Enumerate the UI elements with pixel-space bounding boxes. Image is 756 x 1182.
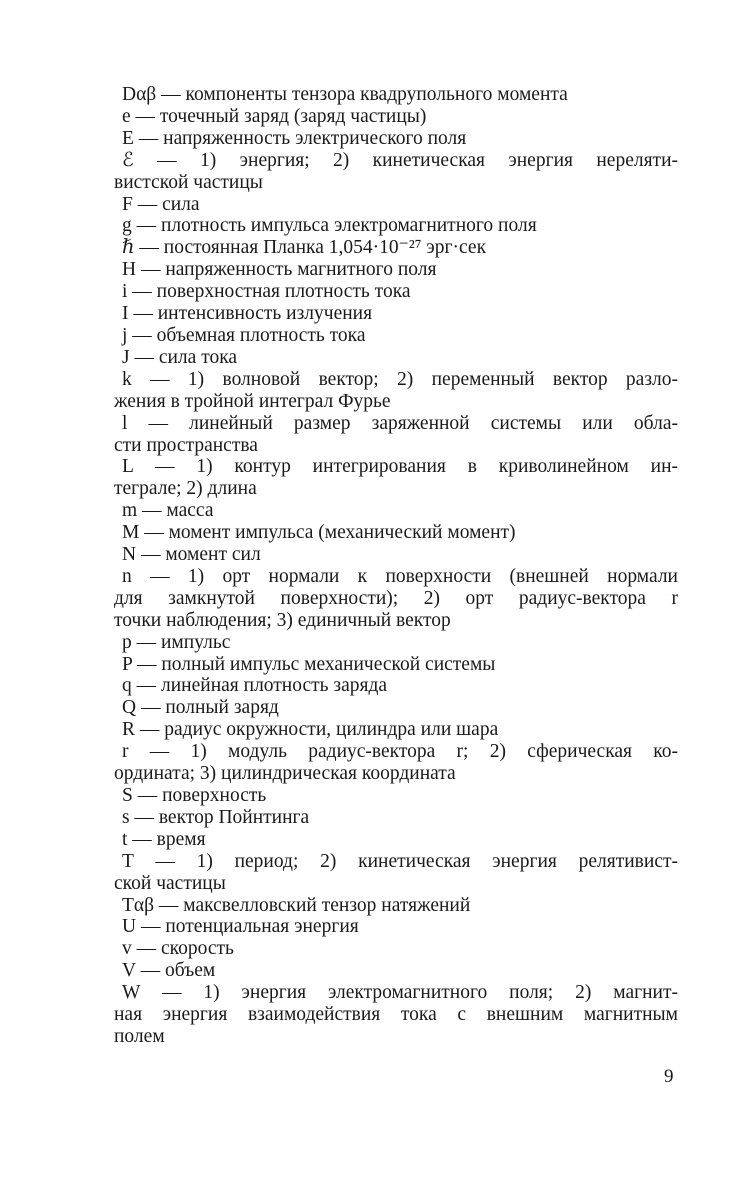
entry-line: ордината; 3) цилиндрическая координата xyxy=(114,763,456,785)
entry-line: F — сила xyxy=(122,193,200,215)
notation-entry xyxy=(118,632,678,654)
notation-entry xyxy=(118,194,678,216)
entry-line: k — 1) волновой вектор; 2) переменный вектор разло- xyxy=(122,368,678,390)
entry-line: q — линейная плотность заряда xyxy=(122,675,388,697)
notation-entry xyxy=(118,522,678,544)
notation-entry xyxy=(118,325,678,347)
notation-entry xyxy=(118,347,678,369)
notation-entry xyxy=(118,895,678,917)
notation-entry xyxy=(114,982,678,1048)
entry-line: v — скорость xyxy=(122,938,234,960)
entry-line: E — напряженность электрического поля xyxy=(122,127,467,149)
entry-line: полем xyxy=(114,1025,165,1047)
entry-line: Q — полный заряд xyxy=(122,697,279,719)
notation-entry xyxy=(118,106,678,128)
entry-line: сти пространства xyxy=(114,434,258,456)
notation-entry xyxy=(114,565,678,632)
notation-entry xyxy=(118,303,678,325)
entry-line: T — 1) период; 2) кинетическая энергия релятивист- xyxy=(122,850,678,872)
entry-line: N — момент сил xyxy=(122,544,261,566)
entry-line: R — радиус окружности, цилиндра или шара xyxy=(122,719,499,741)
entry-line: ℰ — 1) энергия; 2) кинетическая энергия нереляти- xyxy=(122,149,678,171)
notation-entry xyxy=(118,544,678,566)
notation-entry xyxy=(114,149,678,194)
entry-line: вистской частицы xyxy=(114,171,263,193)
entry-line: s — вектор Пойнтинга xyxy=(122,806,310,828)
notation-entry xyxy=(118,128,678,150)
entry-line: V — объем xyxy=(122,960,216,982)
entry-line: e — точечный заряд (заряд частицы) xyxy=(122,105,427,127)
notation-entry xyxy=(114,850,678,895)
entry-line: для замкнутой поверхности); 2) орт радиус-вектора r xyxy=(114,587,678,609)
entry-line: t — время xyxy=(122,828,206,850)
notation-entry xyxy=(114,412,678,457)
notation-entry xyxy=(118,500,678,522)
notation-entry xyxy=(118,938,678,960)
entry-line: Dαβ — компоненты тензора квадрупольного момента xyxy=(122,84,568,105)
entry-line: ная энергия взаимодействия тока с внешним магнитным xyxy=(114,1004,678,1026)
entry-line: j — объемная плотность тока xyxy=(122,324,366,346)
notation-entry xyxy=(118,675,678,697)
notation-entry xyxy=(118,697,678,719)
notation-entry xyxy=(118,281,678,303)
entry-line: ской частицы xyxy=(114,872,226,894)
page-number: 9 xyxy=(664,1066,674,1087)
notation-entry xyxy=(114,741,678,785)
notation-entry xyxy=(118,807,678,829)
entry-line: r — 1) модуль радиус-вектора r; 2) сферическая ко- xyxy=(122,741,678,763)
entry-line: J — сила тока xyxy=(122,346,238,368)
entry-line: n — 1) орт нормали к поверхности (внешней нормали xyxy=(122,565,678,587)
entry-line: H — напряженность магнитного поля xyxy=(122,259,437,281)
notation-entry xyxy=(118,829,678,851)
entry-line: i — поверхностная плотность тока xyxy=(122,281,411,303)
entry-line: I — интенсивность излучения xyxy=(122,303,373,325)
notation-entry xyxy=(118,215,678,237)
entry-line: W — 1) энергия электромагнитного поля; 2) магнит- xyxy=(122,982,678,1004)
entry-line: g — плотность импульса электромагнитного поля xyxy=(122,215,537,237)
notation-entry xyxy=(114,368,678,413)
notation-entry xyxy=(118,654,678,676)
notation-entry xyxy=(118,785,678,807)
entry-line: U — потенциальная энергия xyxy=(122,916,359,938)
notation-entry xyxy=(118,84,678,106)
notation-entry xyxy=(118,916,678,938)
entry-line: ℏ — постоянная Планка 1,054·10⁻²⁷ эрг·сек xyxy=(122,237,487,259)
entry-line: S — поверхность xyxy=(122,785,267,806)
entry-line: жения в тройной интеграл Фурье xyxy=(114,390,391,412)
entry-line: l — линейный размер заряженной системы или обла- xyxy=(122,412,678,434)
notation-entry xyxy=(118,960,678,982)
entry-line: m — масса xyxy=(122,500,214,522)
entry-line: p — импульс xyxy=(122,631,231,653)
notation-entry xyxy=(114,456,678,500)
notation-entry xyxy=(118,237,678,259)
notation-entry xyxy=(118,719,678,741)
notation-entry xyxy=(118,259,678,281)
entry-line: теграле; 2) длина xyxy=(114,478,257,500)
entry-line: точки наблюдения; 3) единичный вектор xyxy=(114,609,451,631)
notation-list xyxy=(114,84,678,1048)
entry-line: P — полный импульс механической системы xyxy=(122,653,496,675)
entry-line: L — 1) контур интегрирования в криволинейном ин- xyxy=(122,456,678,478)
entry-line: Tαβ — максвелловский тензор натяжений xyxy=(122,894,471,916)
entry-line: M — момент импульса (механический момент) xyxy=(122,522,516,544)
